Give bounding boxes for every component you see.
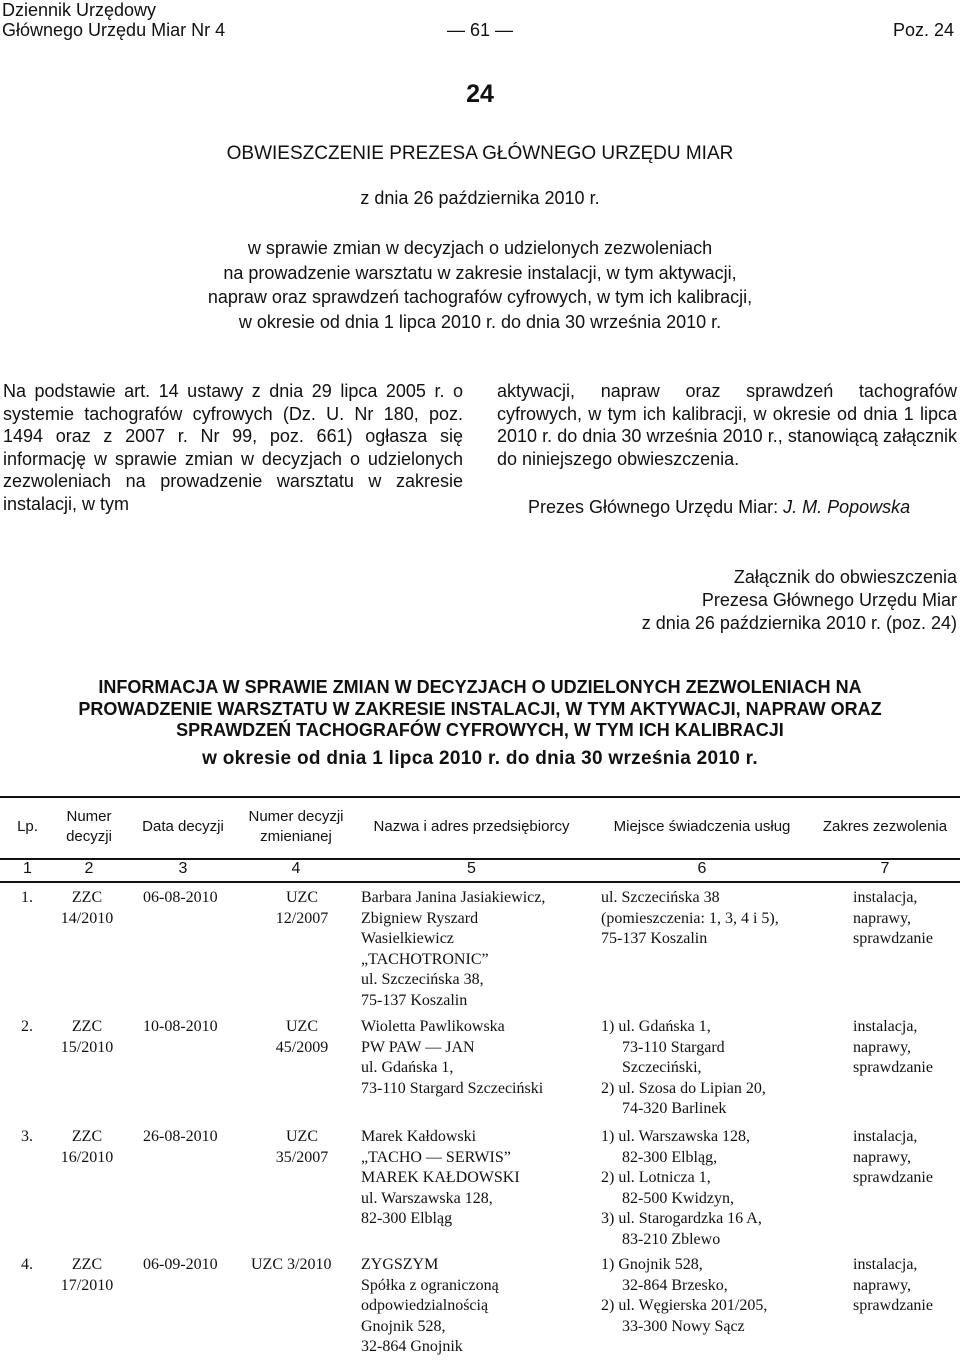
service-location-line (601, 909, 779, 930)
permit-scope-line: naprawy, (853, 1148, 912, 1166)
signature (528, 497, 910, 518)
body-left-column: Na podstawie art. 14 ustawy z dnia 29 lipca 2005 r. o systemie tachografów cyfrowych (Dz. U. Nr 180, poz. 1494 oraz z 2007 r. Nr 99, poz. 661) ogłasza się informację w sprawie zmian w decyzjach o udzielonych zezwoleniach na prowadzenie warsztatu w zakresie instalacji, w tym (3, 381, 463, 514)
service-location-line (601, 1079, 766, 1100)
column-number: 5 (467, 860, 476, 877)
location-item-text: 32-864 Brzesko, (622, 1276, 728, 1294)
location-item-text: ul. Szczecińska 38 (601, 889, 720, 906)
location-item-text: ul. Lotnicza 1, (618, 1169, 711, 1186)
company-line: Zbigniew Ryszard (361, 909, 479, 927)
company-line: 82-300 Elbląg (361, 1210, 453, 1227)
service-location-line (601, 1038, 766, 1059)
permit-scope-line: naprawy, (853, 909, 912, 927)
cell-permit-scope (853, 888, 933, 950)
permit-scope-line: naprawy, (853, 1276, 912, 1294)
service-location-line (601, 1276, 767, 1297)
signature-prefix: Prezes Głównego Urzędu Miar: (528, 497, 784, 517)
service-location-line (601, 1099, 766, 1120)
journal-name-line1: Dziennik Urzędowy (2, 0, 157, 20)
cell-decision-date: 06-09-2010 (143, 1256, 218, 1273)
notice-number: 24 (466, 80, 494, 108)
subject-line: w sprawie zmian w decyzjach o udzielonych zezwoleniach (247, 238, 713, 258)
company-line: MAREK KAŁDOWSKI (361, 1169, 520, 1186)
service-location-line (601, 1148, 762, 1169)
cell-decision-number (56, 888, 118, 929)
header-service-location: Miejsce świadczenia usług (613, 818, 791, 835)
cell-amended-decision (262, 1127, 342, 1168)
column-number: 6 (697, 860, 707, 877)
annex-line-1: Załącznik do obwieszczenia (733, 567, 957, 587)
location-item-number: 2) (601, 1079, 619, 1097)
cell-lp: 2. (21, 1018, 33, 1035)
company-line: „TACHOTRONIC” (361, 950, 489, 968)
cell-lp: 3. (21, 1128, 33, 1145)
location-item-text: ul. Węgierska 201/205, (618, 1297, 768, 1314)
cell-decision-date: 26-08-2010 (143, 1128, 218, 1145)
location-item-text: 33-300 Nowy Sącz (622, 1317, 745, 1335)
notice-date: z dnia 26 października 2010 r. (360, 188, 600, 208)
subject-line: na prowadzenie warsztatu w zakresie instalacji, w tym aktywacji, (223, 262, 737, 283)
service-location-line (601, 1127, 762, 1148)
permit-scope-line: sprawdzanie (853, 930, 933, 947)
amended-decision-line: UZC (286, 1018, 318, 1035)
header-lp: Lp. (17, 818, 38, 835)
annex-reference (642, 566, 957, 635)
cell-decision-number (56, 1127, 118, 1168)
annex-title-line: SPRAWDZEŃ TACHOGRAFÓW CYFROWYCH, W TYM ICH KALIBRACJI (176, 720, 784, 740)
cell-decision-number (56, 1017, 118, 1058)
cell-service-location (601, 1127, 762, 1250)
column-number: 4 (291, 860, 301, 877)
location-item-number: 3) (601, 1210, 619, 1227)
location-item-text: ul. Szosa do Lipian 20, (618, 1079, 766, 1097)
column-number: 1 (23, 860, 32, 877)
company-line: Wioletta Pawlikowska (361, 1018, 505, 1035)
service-location-line (601, 1058, 766, 1079)
service-location-line (601, 888, 779, 909)
cell-permit-scope (853, 1255, 933, 1317)
decision-number-line: ZZC (71, 1256, 103, 1273)
service-location-line (601, 929, 779, 950)
header-permit-scope: Zakres zezwolenia (822, 818, 948, 835)
company-line: Spółka z ograniczoną (361, 1276, 499, 1294)
decision-number-line: 15/2010 (60, 1038, 114, 1056)
cell-decision-number (56, 1255, 118, 1296)
permit-scope-line: naprawy, (853, 1038, 912, 1056)
decision-number-line: ZZC (71, 1128, 103, 1145)
annex-title-line: PROWADZENIE WARSZTATU W ZAKRESIE INSTALACJI, W TYM AKTYWACJI, NAPRAW ORAZ (78, 698, 882, 719)
decision-number-line: 14/2010 (60, 909, 114, 927)
annex-title-line: INFORMACJA W SPRAWIE ZMIAN W DECYZJACH O UDZIELONYCH ZEZWOLENIACH NA (98, 677, 862, 697)
decision-number-line: ZZC (71, 889, 103, 906)
service-location-line (601, 1317, 767, 1338)
location-item-text: ul. Gdańska 1, (618, 1018, 711, 1035)
body-right-column: aktywacji, napraw oraz sprawdzeń tachografów cyfrowych, w tym ich kalibracji, w okresie od dnia 1 lipca 2010 r. do dnia 30 września 2010 r., stanowiącą załącznik do niniejszego obwieszczenia. (497, 381, 957, 469)
decisions-table-header (0, 797, 960, 881)
cell-service-location (601, 888, 779, 950)
company-line: 32-864 Gnojnik (361, 1338, 463, 1355)
company-line: Barbara Janina Jasiakiewicz, (361, 889, 546, 906)
amended-decision-line: UZC 3/2010 (251, 1256, 332, 1273)
cell-company (361, 888, 545, 1011)
journal-name-line2: Głównego Urzędu Miar Nr 4 (2, 20, 226, 40)
service-location-line (601, 1189, 762, 1210)
company-line: 73-110 Stargard Szczeciński (361, 1079, 544, 1097)
cell-lp: 1. (21, 889, 33, 906)
cell-permit-scope (853, 1017, 933, 1079)
company-line: ul. Szczecińska 38, (361, 971, 484, 988)
company-line: „TACHO — SERWIS” (361, 1148, 511, 1166)
column-number: 3 (178, 860, 188, 877)
signature-name: J. M. Popowska (783, 497, 911, 517)
location-item-text: 83-210 Zblewo (622, 1230, 721, 1248)
cell-company (361, 1017, 543, 1099)
decision-number-line: 16/2010 (60, 1148, 114, 1166)
service-location-line (601, 1017, 766, 1038)
location-item-text: 74-320 Barlinek (622, 1100, 727, 1117)
page-number: — 61 — (446, 20, 514, 40)
location-item-text: 82-500 Kwidzyn, (622, 1189, 734, 1207)
annex-title (0, 677, 960, 742)
location-item-text: ul. Starogardzka 16 A, (618, 1210, 762, 1227)
company-line: Wasielkiewicz (361, 930, 454, 947)
location-item-number: 1) (601, 1128, 619, 1145)
location-item-text: (pomieszczenia: 1, 3, 4 i 5), (601, 909, 779, 927)
location-item-number: 1) (601, 1018, 619, 1035)
service-location-line (601, 1255, 767, 1276)
service-location-line (601, 1168, 762, 1189)
cell-decision-date: 10-08-2010 (143, 1018, 218, 1035)
amended-decision-line: 12/2007 (275, 909, 329, 927)
location-item-number: 2) (601, 1297, 619, 1314)
company-line: 75-137 Koszalin (361, 991, 468, 1009)
header-amended-decision: Numer decyzji zmienianej (248, 808, 344, 845)
subject-line: w okresie od dnia 1 lipca 2010 r. do dnia 30 września 2010 r. (238, 311, 722, 332)
cell-permit-scope (853, 1127, 933, 1189)
cell-amended-decision (262, 1017, 342, 1058)
location-item-number: 2) (601, 1169, 619, 1186)
subject-line: napraw oraz sprawdzeń tachografów cyfrowych, w tym ich kalibracji, (207, 287, 753, 307)
service-location-line (601, 1230, 762, 1251)
service-location-line (601, 1209, 762, 1230)
location-item-text: Szczeciński, (622, 1059, 702, 1076)
header-decision-date: Data decyzji (142, 818, 224, 835)
column-number: 2 (84, 860, 94, 877)
notice-subject (0, 236, 960, 334)
cell-amended-decision (251, 1255, 331, 1276)
location-item-text: 82-300 Elbląg, (622, 1148, 718, 1166)
amended-decision-line: UZC (286, 889, 318, 906)
company-line: ZYGSZYM (361, 1256, 439, 1273)
decision-number-line: ZZC (71, 1018, 103, 1035)
annex-period: w okresie od dnia 1 lipca 2010 r. do dnia 30 września 2010 r. (202, 748, 758, 769)
cell-lp: 4. (21, 1256, 33, 1273)
permit-scope-line: instalacja, (853, 889, 918, 906)
decision-number-line: 17/2010 (60, 1276, 114, 1294)
location-item-text: Gnojnik 528, (618, 1256, 703, 1273)
location-item-text: 75-137 Koszalin (601, 930, 708, 947)
header-company: Nazwa i adres przedsiębiorcy (373, 818, 570, 835)
company-line: PW PAW — JAN (361, 1038, 475, 1056)
header-decision-number: Numer decyzji (66, 808, 112, 845)
column-number: 7 (880, 860, 890, 877)
cell-service-location (601, 1255, 767, 1337)
company-line: odpowiedzialnością (361, 1297, 489, 1314)
notice-title: OBWIESZCZENIE PREZESA GŁÓWNEGO URZĘDU MIAR (226, 143, 734, 164)
company-line: Marek Kałdowski (361, 1128, 477, 1145)
location-item-text: ul. Warszawska 128, (618, 1128, 751, 1145)
permit-scope-line: instalacja, (853, 1018, 918, 1035)
permit-scope-line: instalacja, (853, 1128, 918, 1145)
cell-decision-date: 06-08-2010 (143, 889, 218, 906)
company-line: Gnojnik 528, (361, 1317, 446, 1335)
company-line: ul. Gdańska 1, (361, 1059, 454, 1076)
cell-company (361, 1255, 499, 1358)
amended-decision-line: 35/2007 (275, 1148, 329, 1166)
permit-scope-line: instalacja, (853, 1256, 918, 1273)
permit-scope-line: sprawdzanie (853, 1059, 933, 1076)
annex-line-2: Prezesa Głównego Urzędu Miar (701, 590, 957, 610)
position-number: Poz. 24 (892, 20, 954, 40)
permit-scope-line: sprawdzanie (853, 1169, 933, 1186)
permit-scope-line: sprawdzanie (853, 1297, 933, 1314)
amended-decision-line: UZC (286, 1128, 318, 1145)
amended-decision-line: 45/2009 (275, 1038, 329, 1056)
table-numbers-rule (0, 881, 960, 883)
company-line: ul. Warszawska 128, (361, 1189, 493, 1207)
annex-line-3: z dnia 26 października 2010 r. (poz. 24) (641, 613, 957, 633)
cell-company (361, 1127, 520, 1230)
location-item-number: 1) (601, 1256, 619, 1273)
service-location-line (601, 1296, 767, 1317)
location-item-text: 73-110 Stargard (622, 1038, 725, 1056)
cell-service-location (601, 1017, 766, 1120)
cell-amended-decision (262, 888, 342, 929)
table-header-rule (0, 858, 960, 860)
